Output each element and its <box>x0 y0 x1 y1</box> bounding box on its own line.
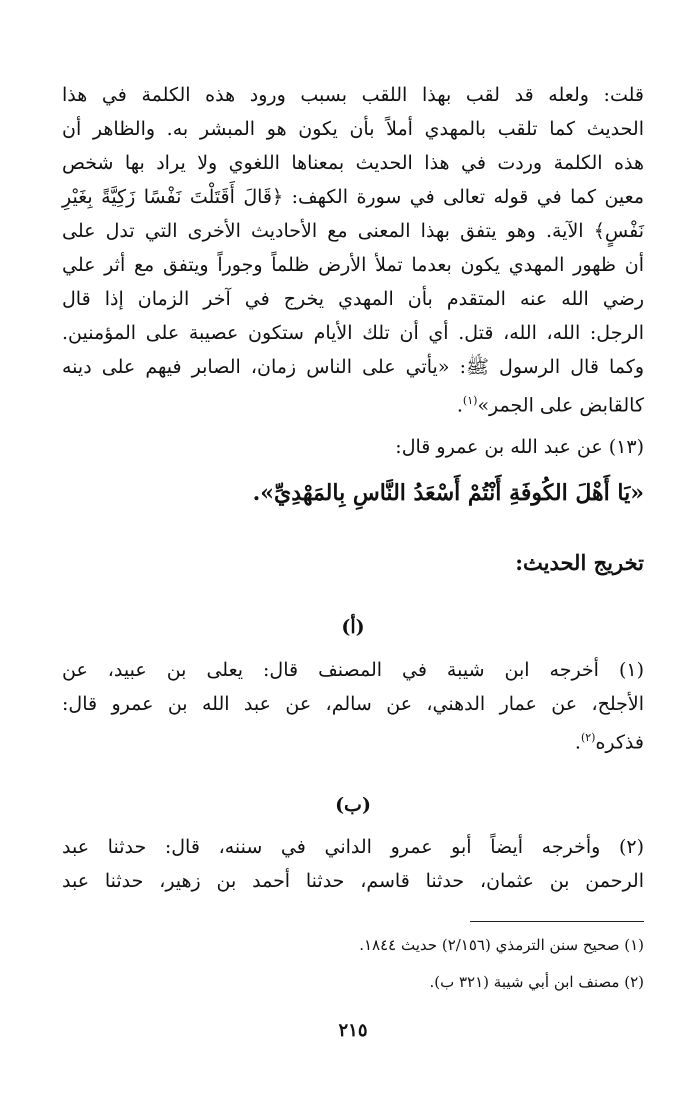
text-line: وكما قال الرسول ﷺ: «يأتي على الناس زمان، الصابر فيهم على دينه <box>62 356 644 378</box>
section-b-marker: (ب) <box>335 794 371 816</box>
text-line: (١) أخرجه ابن شيبة في المصنف قال: يعلى بن عبيد، عن <box>62 659 644 681</box>
footnote-ref-2: (٢) <box>580 731 596 744</box>
text-line: الرحمن بن عثمان، حدثنا قاسم، حدثنا أحمد بن زهير، حدثنا عبد <box>62 870 644 892</box>
text-line: قلت: ولعله قد لقب بهذا اللقب بسبب ورود هذه الكلمة في هذا <box>62 84 644 106</box>
text-line: الحديث كما تلقب بالمهدي أملاً بأن يكون هو المبشر به. والظاهر أن <box>62 118 644 140</box>
text-fragment: كالقابض على الجمر» <box>477 394 644 417</box>
page-number: ٢١٥ <box>338 1020 368 1041</box>
footnote-ref-1: (١) <box>462 394 478 407</box>
text-line-last: كالقابض على الجمر»$^{(١)}$. <box>456 394 644 417</box>
text-line: (٢) وأخرجه أيضاً أبو عمرو الداني في سننه، قال: حدثنا عبد <box>62 836 644 858</box>
footnote-2: (٢) مصنف ابن أبي شيبة (٣٢١ ب). <box>429 973 644 991</box>
text-fragment: فذكره <box>595 731 644 754</box>
section-a-marker: (أ) <box>341 616 365 638</box>
text-line: أن ظهور المهدي يكون بعدما تملأ الأرض ظلماً وجوراً ويتفق مع أثر علي <box>62 254 644 276</box>
footnote-1: (١) صحيح سنن الترمذي (٢/١٥٦) حديث ١٨٤٤. <box>359 936 644 954</box>
text-line: الرجل: الله، الله، قتل. أي أن تلك الأيام ستكون عصيبة على المؤمنين. <box>62 322 644 344</box>
text-line: رضي الله عنه المتقدم بأن المهدي يخرج في آخر الزمان إذا قال <box>62 288 644 310</box>
text-line: الأجلح، عن عمار الدهني، عن سالم، عن عبد الله بن عمرو قال: <box>62 693 644 715</box>
hadith-intro: (١٣) عن عبد الله بن عمرو قال: <box>395 436 644 458</box>
text-line: نَفْسٍ﴾ الآية. وهو يتفق بهذا المعنى مع الأحاديث الأخرى التي تدل على <box>62 220 644 242</box>
footnote-separator <box>470 921 644 922</box>
section-heading: تخريج الحديث: <box>515 550 644 575</box>
text-line: هذه الكلمة وردت في هذا الحديث بمعناها اللغوي ولا يراد بها شخص <box>62 152 644 174</box>
text-line-last: فذكره$^{(٢)}$. <box>574 731 644 754</box>
hadith-text: «يَا أَهْلَ الكُوفَةِ أَنْتُمْ أَسْعَدُ النَّاسِ بِالمَهْدِيِّ». <box>252 480 644 506</box>
text-line: معين كما في قوله تعالى في سورة الكهف: ﴿قَالَ أَقَتَلْتَ نَفْسًا زَكِيَّةً بِغَيْرِ <box>62 186 644 208</box>
